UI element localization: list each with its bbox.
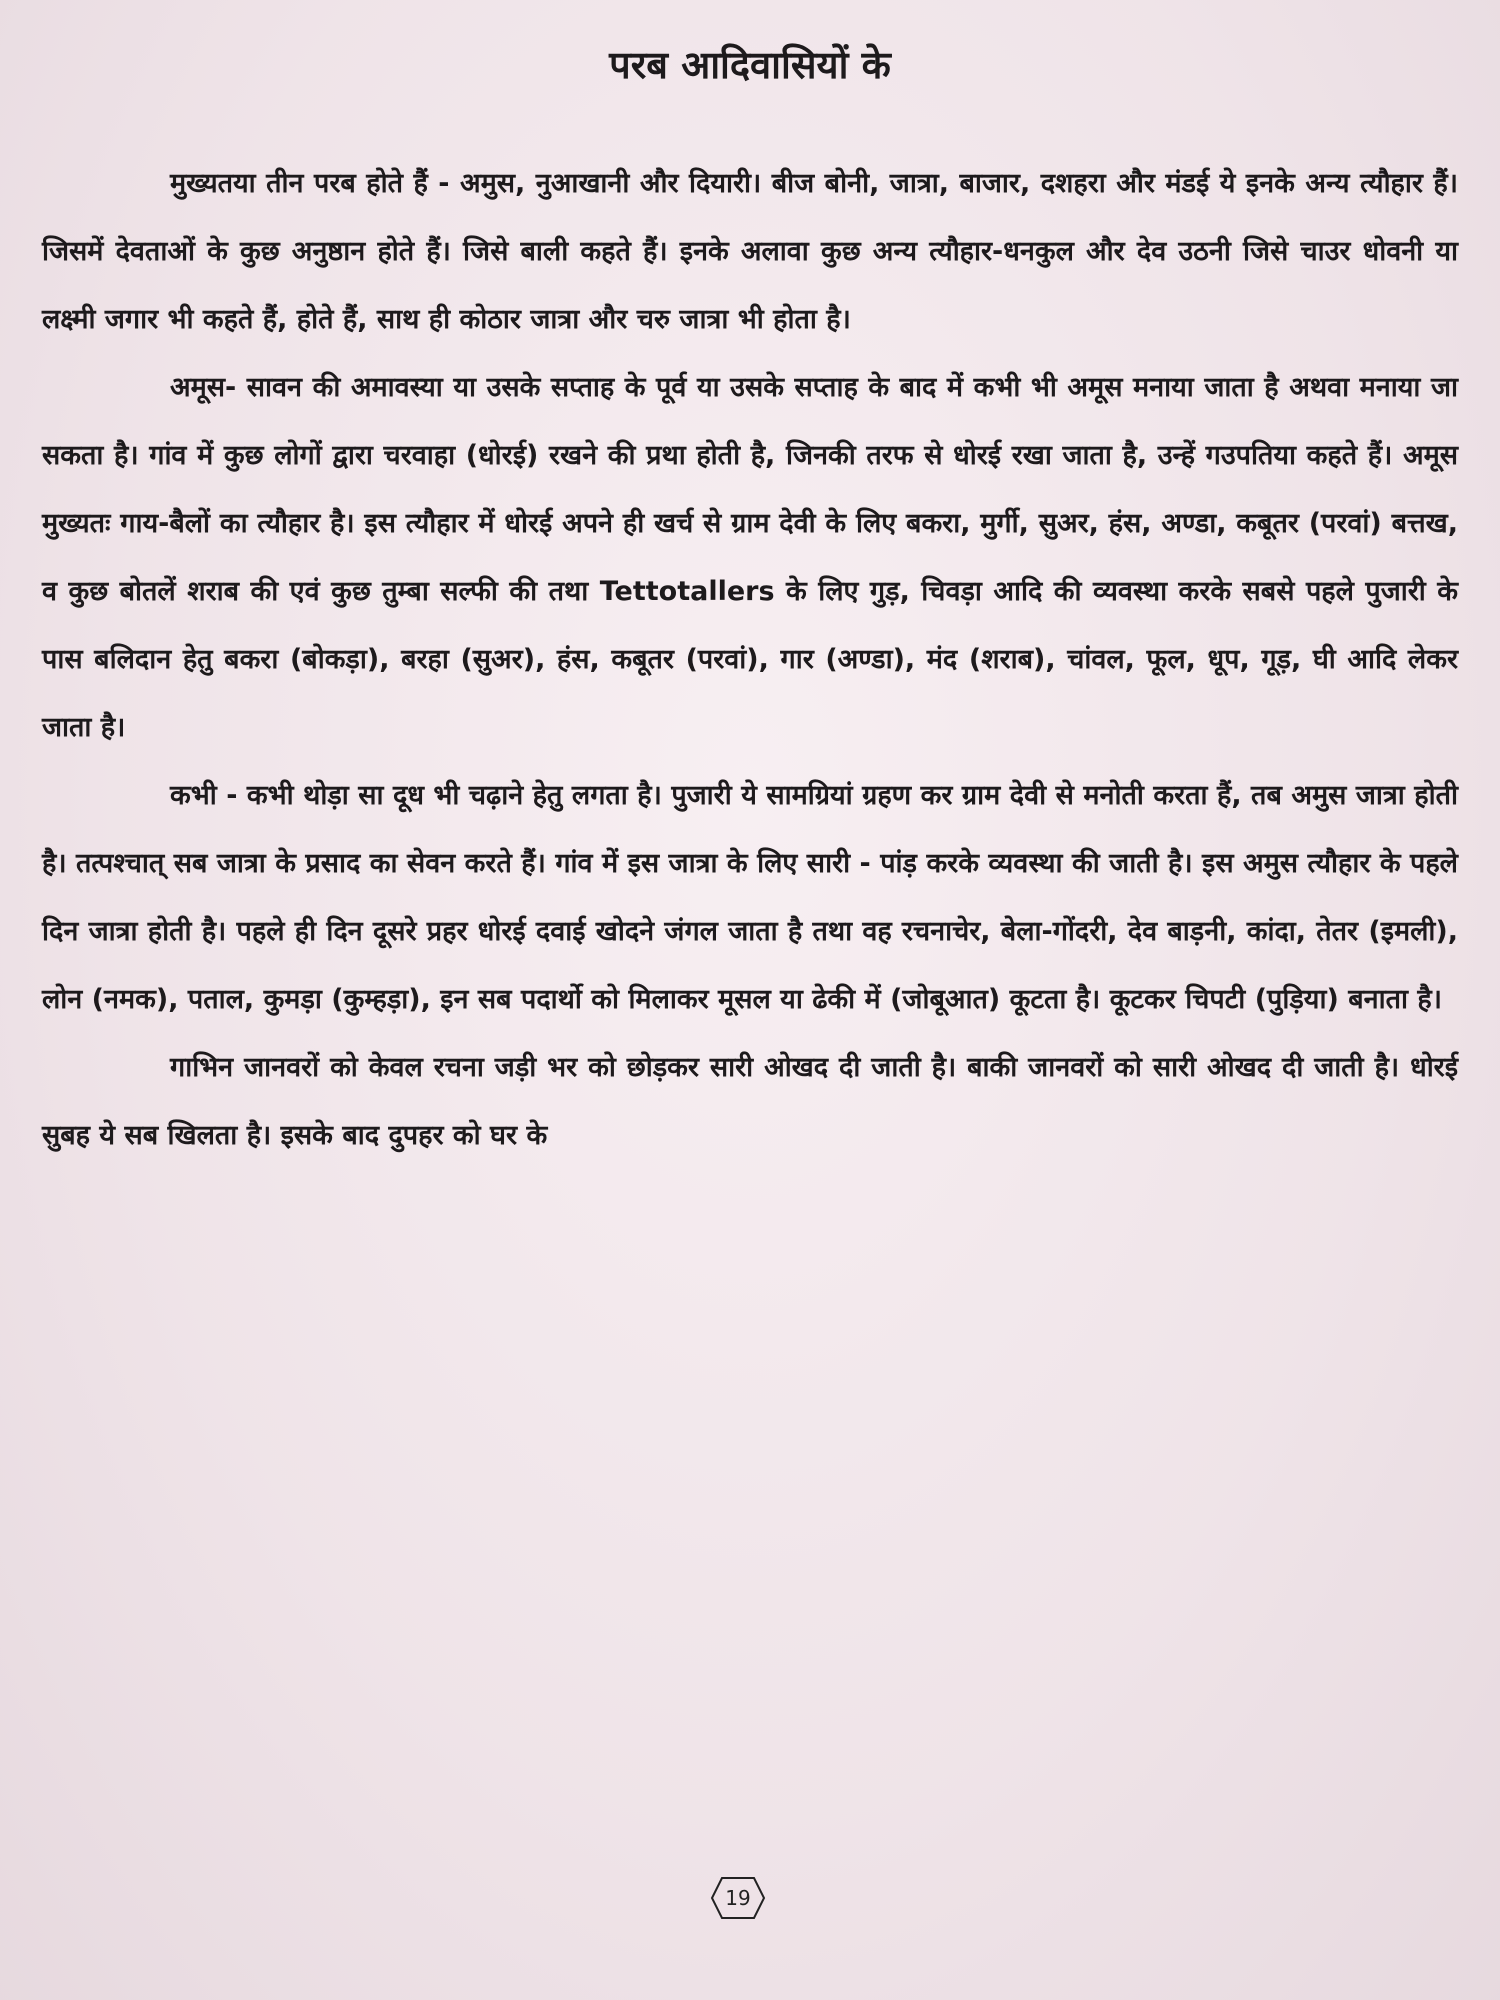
page-title: परब आदिवासियों के [609, 43, 891, 87]
page-number-badge [710, 1876, 766, 1920]
paragraph-3: कभी - कभी थोड़ा सा दूध भी चढ़ाने हेतु लगता है। पुजारी ये सामग्रियां ग्रहण कर ग्राम देवी से मनोती करता हैं, तब अमुस जात्रा होती है। तत्पश्चात् सब जात्रा के प्रसाद का सेवन करते हैं। गांव में इस जात्रा के लिए सारी - पांड़ करके व्यवस्था की जाती है। इस अमुस त्यौहार के पहले दिन जात्रा होती है। पहले ही दिन दूसरे प्रहर धोरई दवाई खोदने जंगल जाता है तथा वह रचनाचेर, बेला-गोंदरी, देव बाड़नी, कांदा, तेतर (इमली), लोन (नमक), पताल, कुमड़ा (कुम्हड़ा), इन सब पदार्थो को मिलाकर मूसल या ढेकी में (जोबूआत) कूटता है। कूटकर चिपटी (पुड़िया) बनाता है। [42, 780, 1458, 1015]
body-text [42, 150, 1458, 1170]
paragraph-4: गाभिन जानवरों को केवल रचना जड़ी भर को छोड़कर सारी ओखद दी जाती है। बाकी जानवरों को सारी ओखद दी जाती है। धोरई सुबह ये सब खिलता है। इसके बाद दुपहर को घर के [42, 1052, 1458, 1151]
paragraph-2: अमूस- सावन की अमावस्या या उसके सप्ताह के पूर्व या उसके सप्ताह के बाद में कभी भी अमूस मनाया जाता है अथवा मनाया जा सकता है। गांव में कुछ लोगों द्वारा चरवाहा (धोरई) रखने की प्रथा होती है, जिनकी तरफ से धोरई रखा जाता है, उन्हें गउपतिया कहते हैं। अमूस मुख्यतः गाय-बैलों का त्यौहार है। इस त्यौहार में धोरई अपने ही खर्च से ग्राम देवी के लिए बकरा, मुर्गी, सुअर, हंस, अण्डा, कबूतर (परवां) बत्तख, व कुछ बोतलें शराब की एवं कुछ तुम्बा सल्फी की तथा Tettotallers के लिए गुड़, चिवड़ा आदि की व्यवस्था करके सबसे पहले पुजारी के पास बलिदान हेतु बकरा (बोकड़ा), बरहा (सुअर), हंस, कबूतर (परवां), गार (अण्डा), मंद (शराब), चांवल, फूल, धूप, गूड़, घी आदि लेकर जाता है। [42, 372, 1458, 743]
paragraph-1: मुख्यतया तीन परब होते हैं - अमुस, नुआखानी और दियारी। बीज बोनी, जात्रा, बाजार, दशहरा और मंडई ये इनके अन्य त्यौहार हैं। जिसमें देवताओं के कुछ अनुष्ठान होते हैं। जिसे बाली कहते हैं। इनके अलावा कुछ अन्य त्यौहार-धनकुल और देव उठनी जिसे चाउर धोवनी या लक्ष्मी जगार भी कहते हैं, होते हैं, साथ ही कोठार जात्रा और चरु जात्रा भी होता है। [42, 168, 1458, 335]
page-number: 19 [725, 1886, 751, 1910]
